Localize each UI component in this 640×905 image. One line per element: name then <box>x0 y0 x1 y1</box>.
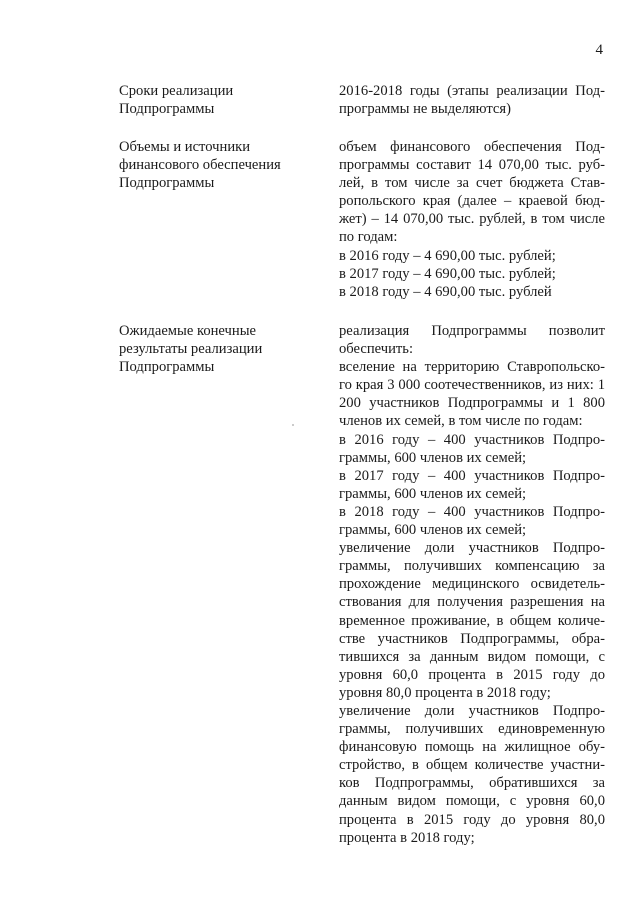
value-paragraph: в 2018 году – 400 участников Подпро-граммы, 600 членов их семей; <box>339 503 605 539</box>
page-number: 4 <box>595 42 603 58</box>
row-label: Ожидаемые конечные результаты реализации Подпрограммы <box>119 323 263 376</box>
row-value <box>339 322 605 847</box>
value-paragraph: увеличение доли участников Подпро-граммы, получивших единовременную финансовую помощь на жилищное обу-стройство, в общем количестве участни-ков Подпрограммы, обратившихся за данным видом помощи, с уровня 60,0 процента в 2015 году до уровня 80,0 процента в 2018 году; <box>339 702 605 846</box>
value-paragraph: в 2016 году – 4 690,00 тыс. рублей; <box>339 247 556 264</box>
row-label: Сроки реализации Подпрограммы <box>119 83 234 118</box>
row-value <box>339 138 605 301</box>
value-paragraph: увеличение доли участников Подпро-граммы, получивших компенсацию за прохождение медицинского освидетель-ствования для получения разрешения на временное проживание, в общем количе-стве участников Подпрограммы, обра-тившихся за данным видом помощи, с уровня 60,0 процента в 2015 году до уровня 80,0 процента в 2018 году; <box>339 540 605 701</box>
value-paragraph: в 2016 году – 400 участников Подпро-граммы, 600 членов их семей; <box>339 431 605 466</box>
value-paragraph: вселение на территорию Ставропольско-го края 3 000 соотечественников, из них: 1 200 участников Подпрограммы и 1 800 членов их семей, в том числе по годам: <box>339 359 605 430</box>
value-paragraph: в 2017 году – 400 участников Подпро-граммы, 600 членов их семей; <box>339 467 605 502</box>
value-paragraph: реализация Подпрограммы позволит обеспечить: <box>339 323 605 358</box>
value-paragraph: в 2018 году – 4 690,00 тыс. рублей <box>339 283 552 300</box>
row-value <box>339 82 605 118</box>
row-label: Объемы и источники финансового обеспечения Подпрограммы <box>119 139 281 192</box>
value-paragraph: объем финансового обеспечения Под-программы составит 14 070,00 тыс. руб-лей, в том числе за счет бюджета Став-ропольского края (далее – краевой бюд-жет) – 14 070,00 тыс. рублей, в том числе по годам: <box>339 139 605 246</box>
scan-speck <box>292 424 294 426</box>
value-paragraph: в 2017 году – 4 690,00 тыс. рублей; <box>339 265 556 282</box>
value-paragraph: 2016-2018 годы (этапы реализации Под-программы не выделяются) <box>339 83 605 118</box>
